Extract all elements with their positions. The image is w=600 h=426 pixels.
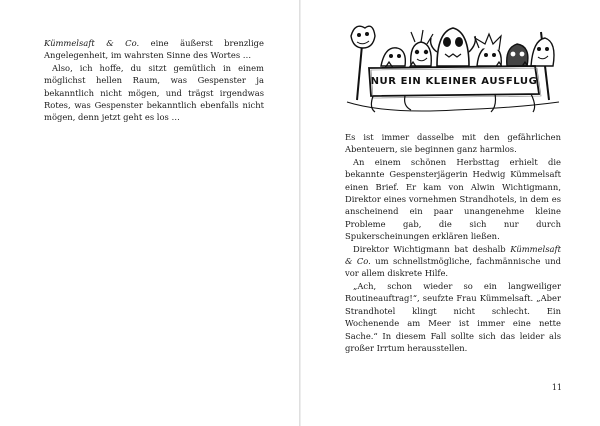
right-page [301, 0, 600, 426]
left-paragraph-1: Kümmelsaft & Co. eine äußerst brenzlige Angelegenheit, im wahrsten Sinne des Wortes … [44, 38, 264, 61]
right-paragraph-4: „Ach, schon wieder so ein langweiliger Routineauftrag!“, seufzte Frau Kümmelsaft. „Aber Strandhotel klingt nicht schlecht. Ein Wochenende am Meer ist immer eine nette Sache.“ In diesem Fall sollte sich das leider als großer Irrtum herausstellen. [345, 280, 561, 353]
right-paragraph-3: Direktor Wichtigmann bat deshalb Kümmelsaft & Co. um schnellstmögliche, fachmännische und vor allem diskrete Hilfe. [345, 243, 561, 279]
chapter-illustration [345, 22, 561, 118]
left-page [0, 0, 299, 426]
ghosts-sign-drawing [345, 22, 561, 118]
right-paragraph-1: Es ist immer dasselbe mit den gefährlichen Abenteuern, sie beginnen ganz harmlos. [345, 132, 561, 155]
chapter-title: NUR EIN KLEINER AUSFLUG [370, 75, 538, 87]
right-page-text [345, 131, 561, 354]
page-number: 11 [551, 383, 562, 392]
left-paragraph-2: Also, ich hoffe, du sitzt gemütlich in einem möglichst hellen Raum, was Gespenster ja bekanntlich nicht mögen, und trägst irgendwas Rotes, was Gespenster bekanntlich ebenfalls nicht mögen, denn jetzt geht es los … [44, 62, 264, 123]
right-paragraph-2: An einem schönen Herbsttag erhielt die bekannte Gespensterjägerin Hedwig Kümmelsaft einen Brief. Er kam von Alwin Wichtigmann, Direktor eines vornehmen Strandhotels, in dem es anscheinend ein paar unangenehme kleine Probleme gab, die sich nur durch Spukerscheinungen erklären ließen. [345, 156, 561, 242]
left-page-text [44, 37, 264, 124]
